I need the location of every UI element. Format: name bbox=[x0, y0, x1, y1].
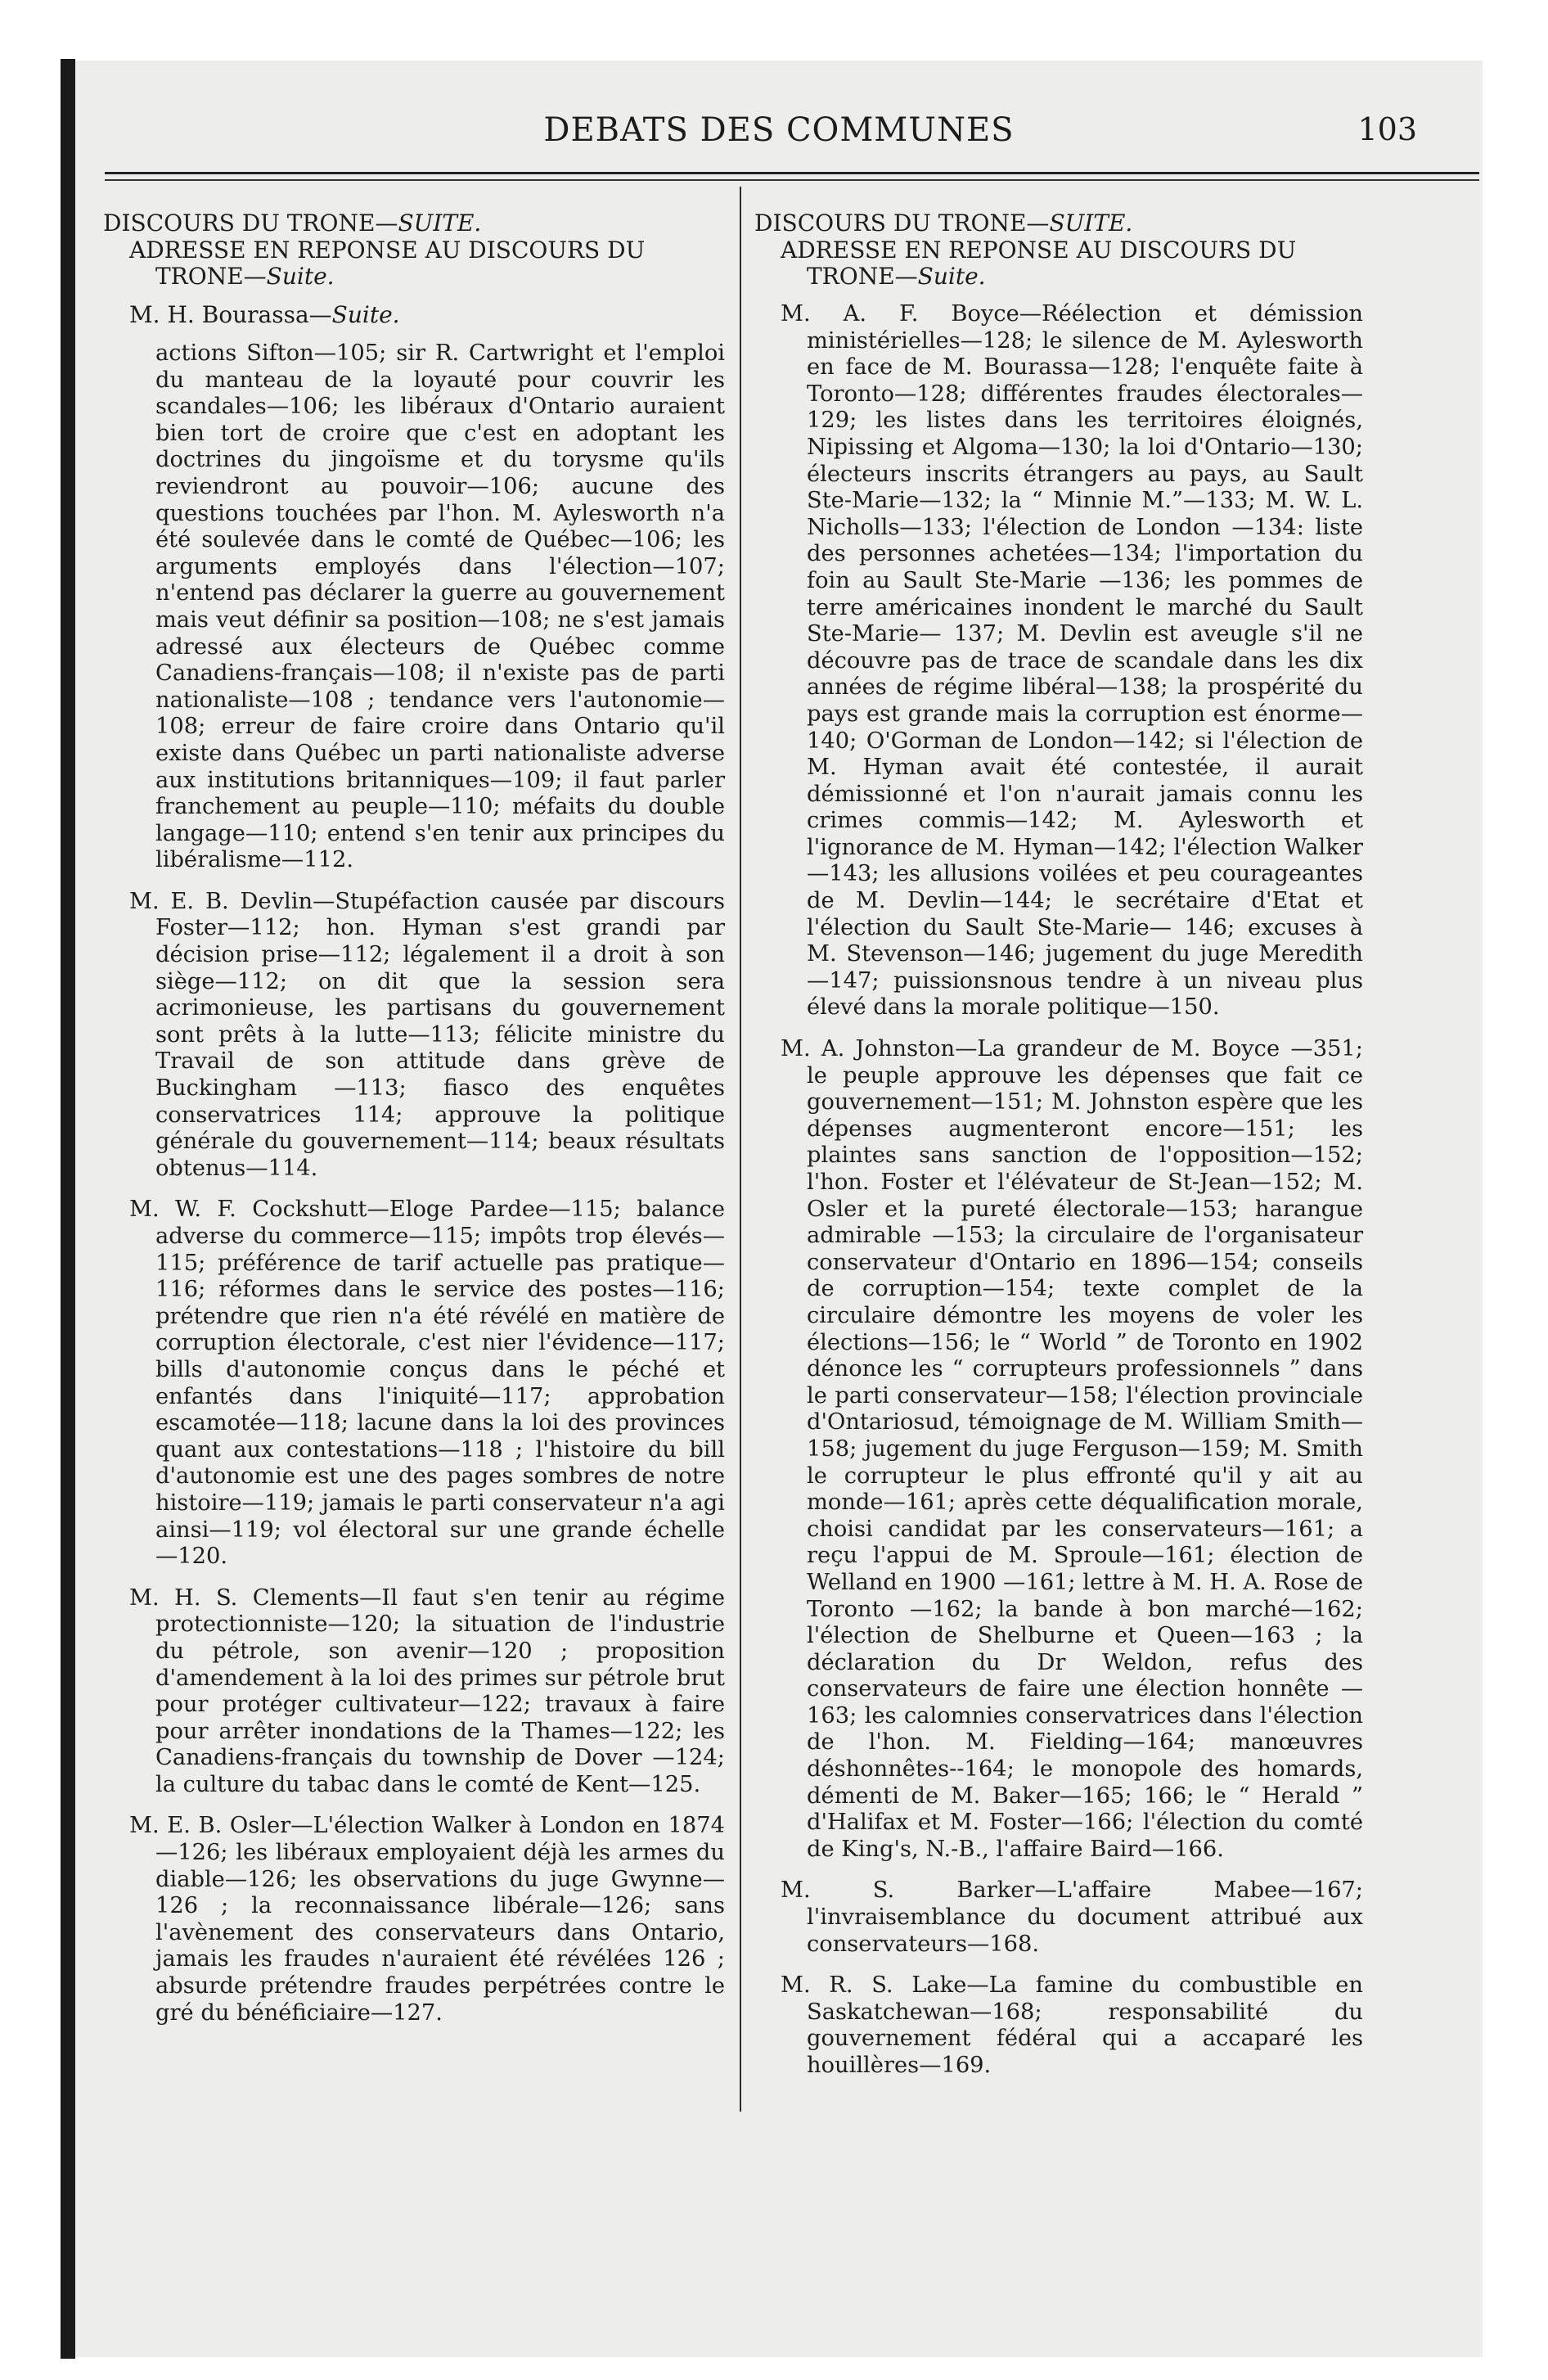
right-column bbox=[754, 210, 1363, 2094]
page-title: DEBATS DES COMMUNES bbox=[543, 111, 1015, 149]
index-entry: M. A. F. Boyce—Réélection et démission ministérielles—128; le silence de M. Aylesworth en face de M. Bourassa—128; l'enquête faite à Toronto—128; différentes fraudes électorales—129; les listes dans les territoires éloignés, Nipissing et Algoma—130; la loi d'Ontario—130; électeurs inscrits étrangers au pays, au Sault Ste-Marie—132; la “ Minnie M.”—133; M. W. L. Nicholls—133; l'élection de London —134: liste des personnes achetées—134; l'importation du foin au Sault Ste-Marie —136; les pommes de terre américaines inondent le marché du Sault Ste-Marie— 137; M. Devlin est aveugle s'il ne découvre pas de trace de scandale dans les dix années de régime libéral—138; la prospérité du pays est grande mais la corruption est énorme—140; O'Gorman de London—142; si l'élection de M. Hyman avait été contestée, il aurait démissionné et l'on n'aurait jamais connu les crimes commis—142; M. Aylesworth et l'ignorance de M. Hyman—142; l'élection Walker —143; les allusions voilées et peu courageantes de M. Devlin—144; le secrétaire d'Etat et l'élection du Sault Ste-Marie— 146; excuses à M. Stevenson—146; jugement du juge Meredith—147; puissionsnous tendre à un niveau plus élevé dans la morale politique—150. bbox=[781, 301, 1363, 1021]
subsection-heading-line bbox=[781, 237, 1363, 290]
section-heading-suite: SUITE. bbox=[398, 210, 482, 237]
left-column bbox=[103, 210, 725, 2041]
column-divider bbox=[740, 187, 741, 2112]
index-entry: M. R. S. Lake—La famine du combustible en Saskatchewan—168; responsabilité du gouvernement fédéral qui a accaparé les houillères—169. bbox=[781, 1972, 1363, 2078]
subsection-heading-suite: Suite. bbox=[917, 263, 986, 290]
index-entry: M. S. Barker—L'affaire Mabee—167; l'invraisemblance du document attribué aux conservateurs—168. bbox=[781, 1877, 1363, 1957]
subsection-heading-suite: Suite. bbox=[266, 263, 335, 290]
subsection-heading-text: ADRESSE EN REPONSE AU DISCOURS DU TRONE— bbox=[129, 237, 646, 290]
section-heading bbox=[103, 210, 725, 237]
section-heading bbox=[754, 210, 1363, 237]
speaker-suite: Suite. bbox=[331, 301, 400, 328]
page-number: 103 bbox=[1357, 111, 1417, 147]
section-heading-text: DISCOURS DU TRONE— bbox=[103, 210, 398, 237]
header-rule bbox=[105, 172, 1479, 174]
index-entry: M. A. Johnston—La grandeur de M. Boyce —351; le peuple approuve les dépenses que fait ce gouvernement—151; M. Johnston espère que les dépenses augmenteront encore—151; les plaintes sans sanction de l'opposition—152; l'hon. Foster et l'élévateur de St-Jean—152; M. Osler et la pureté électorale—153; harangue admirable —153; la circulaire de l'organisateur conservateur d'Ontario en 1896—154; conseils de corruption—154; texte complet de la circulaire démontre les moyens de voler les élections—156; le “ World ” de Toronto en 1902 dénonce les “ corrupteurs professionnels ” dans le parti conservateur—158; l'élection provinciale d'Ontariosud, témoignage de M. William Smith— 158; jugement du juge Ferguson—159; M. Smith le corrupteur le plus effronté qu'il y ait au monde—161; après cette déqualification morale, choisi candidat par les conservateurs—161; a reçu l'appui de M. Sproule—161; élection de Welland en 1900 —161; lettre à M. H. A. Rose de Toronto —162; la bande à bon marché—162; l'élection de Shelburne et Queen—163 ; la déclaration du Dr Weldon, refus des conservateurs de faire une élection honnête —163; les calomnies conservatrices dans l'élection de l'hon. M. Fielding—164; manœuvres déshonnêtes--164; le monopole des homards, démenti de M. Baker—165; 166; le “ Herald ” d'Halifax et M. Foster—166; l'élection du comté de King's, N.-B., l'affaire Baird—166. bbox=[781, 1036, 1363, 1862]
subsection-heading-line bbox=[129, 237, 725, 290]
speaker-heading bbox=[129, 301, 725, 329]
subsection-heading bbox=[781, 237, 1363, 290]
speaker-name: M. H. Bourassa— bbox=[129, 301, 332, 328]
index-entry: actions Sifton—105; sir R. Cartwright et l'emploi du manteau de la loyauté pour couvrir les scandales—106; les libéraux d'Ontario auraient bien tort de croire que c'est en adoptant les doctrines du jingoïsme et du torysme qu'ils reviendront au pouvoir—106; aucune des questions touchées par l'hon. M. Aylesworth n'a été soulevée dans le comté de Québec—106; les arguments employés dans l'élection—107; n'entend pas déclarer la guerre au gouvernement mais veut définir sa position—108; ne s'est jamais adressé aux électeurs de Québec comme Canadiens-français—108; il n'existe pas de parti nationaliste—108 ; tendance vers l'autonomie—108; erreur de faire croire dans Ontario qu'il existe dans Québec un parti nationaliste adverse aux institutions britanniques—109; il faut parler franchement au peuple—110; méfaits du double langage—110; entend s'en tenir aux principes du libéralisme—112. bbox=[155, 340, 725, 873]
index-entry: M. E. B. Osler—L'élection Walker à London en 1874—126; les libéraux employaient déjà les armes du diable—126; les observations du juge Gwynne—126 ; la reconnaissance libérale—126; sans l'avènement des conservateurs dans Ontario, jamais les fraudes n'auraient été révélées 126 ; absurde prétendre fraudes perpétrées contre le gré du bénéficiaire—127. bbox=[129, 1813, 725, 2026]
section-heading-suite: SUITE. bbox=[1049, 210, 1133, 237]
subsection-heading bbox=[129, 237, 725, 290]
running-head bbox=[75, 95, 1483, 160]
header-rule-secondary bbox=[105, 179, 1479, 181]
section-heading-text: DISCOURS DU TRONE— bbox=[754, 210, 1050, 237]
index-entry: M. E. B. Devlin—Stupéfaction causée par discours Foster—112; hon. Hyman s'est grandi par décision prise—112; légalement il a droit à son siège—112; on dit que la session sera acrimonieuse, les partisans du gouvernement sont prêts à la lutte—113; félicite ministre du Travail de son attitude dans grève de Buckingham —113; fiasco des enquêtes conservatrices 114; approuve la politique générale du gouvernement—114; beaux résultats obtenus—114. bbox=[129, 888, 725, 1181]
index-entry: M. H. S. Clements—Il faut s'en tenir au régime protectionniste—120; la situation de l'industrie du pétrole, son avenir—120 ; proposition d'amendement à la loi des primes sur pétrole brut pour protéger cultivateur—122; travaux à faire pour arrêter inondations de la Thames—122; les Canadiens-français du township de Dover —124; la culture du tabac dans le comté de Kent—125. bbox=[129, 1584, 725, 1797]
subsection-heading-text: ADRESSE EN REPONSE AU DISCOURS DU TRONE— bbox=[781, 237, 1297, 290]
book-spine-edge bbox=[61, 59, 75, 2359]
index-entry: M. W. F. Cockshutt—Eloge Pardee—115; balance adverse du commerce—115; impôts trop élevés—115; préférence de tarif actuelle pas pratique—116; réformes dans le service des postes—116; prétendre que rien n'a été révélé en matière de corruption électorale, c'est nier l'évidence—117; bills d'autonomie conçus dans le péché et enfantés dans l'iniquité—117; approbation escamotée—118; lacune dans la loi des provinces quant aux contestations—118 ; l'histoire du bill d'autonomie est une des pages sombres de notre histoire—119; jamais le parti conservateur n'a agi ainsi—119; vol électoral sur une grande échelle —120. bbox=[129, 1197, 725, 1570]
